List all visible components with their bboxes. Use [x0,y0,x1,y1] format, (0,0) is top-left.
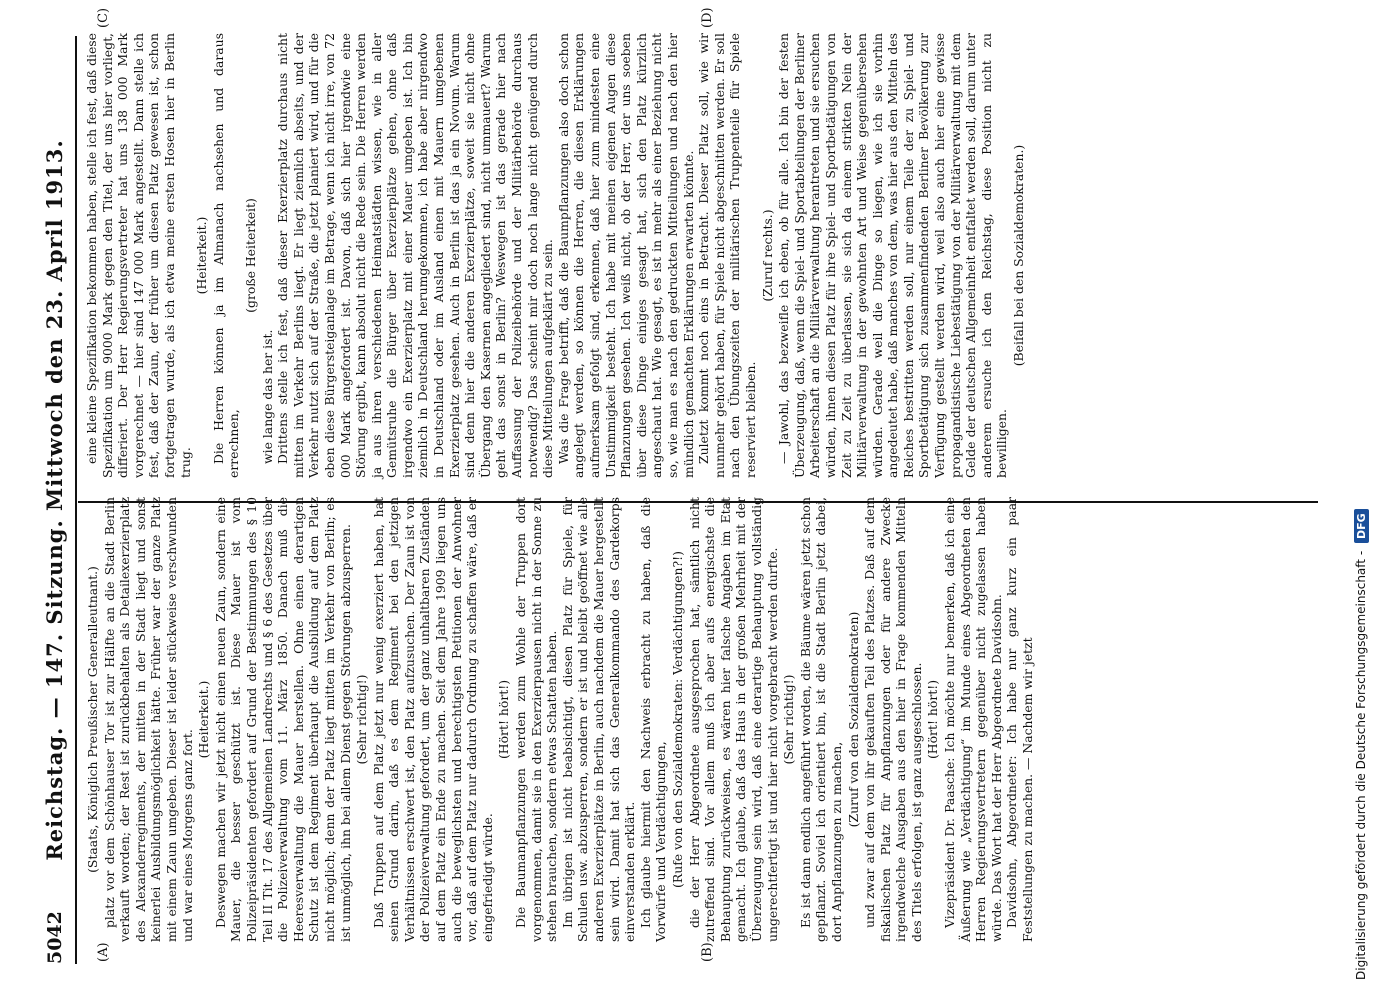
paragraph: Die Herren können ja im Almanach nachsehen und daraus errechnen, [210,33,242,478]
page-number: 5042 [44,911,66,964]
session-title: Reichstag. — 147. Sitzung. Mittwoch den 23. April 1913. [42,139,67,861]
interjection: (Sehr richtig!) [781,674,797,765]
paragraph: Daß Truppen auf dem Platz jetzt nur wenig exerziert haben, hat seinen Grund darin, daß es dem Regiment bei den jetzigen Verhältnissen erschwert ist, den Platz aufzusuchen. Der Zaun ist von der Polizeiverwaltung gefordert, um der ganz unhaltbaren Zuständen auf dem Platz ein Ende zu machen. Seit dem Jahre 1909 liegen uns auch die beweglichsten und berechtigsten Petitionen der Anwohner vor, daß auf dem Platz nur dadurch Ordnung zu schaffen wäre, daß er eingefriedigt würde. [370,497,495,942]
paragraph: Die Baumanpflanzungen werden zum Wohle der Truppen dort vorgenommen, damit sie in den Exerzierpausen nicht in der Sonne zu stehen brauchen, sondern etwas Schatten haben. [513,497,560,942]
dfg-logo[interactable]: DFG [1354,509,1369,543]
margin-marker-a: (A) [96,942,111,962]
page-header [38,36,72,964]
interjection: (Beifall bei den Sozialdemokraten.) [1011,144,1027,367]
paragraph: Im übrigen ist nicht beabsichtigt, diesen Platz für Spiele, für Schulen usw. abzusperren, sondern er ist und bleibt geöffnet wie alle anderen Exerzierplätze in Berlin, auch nachdem die Mauer hergestellt sein wird. Damit hat sich das Generalkommando des Gardekorps einverstanden erklärt. [559,497,638,942]
margin-marker-b: (B) [700,942,715,962]
interjection: (Heiterkeit.) [196,680,212,759]
paragraph: — Jawohl, das bezweifle ich eben, ob für alle. Ich bin der festen Überzeugung, daß, wenn die Spiel- und Sportabteilungen der Berliner Arbeiterschaft an die Militärverwaltung herantreten und sie ersuchen würden, ihnen diesen Platz für ihre Spiel- und Sportbetätigungen von Zeit zu Zeit zu überlassen, sie sich da einem strikten Nein der Militärverwaltung in der gewohnten Art und Weise gegenübersehen würden. Gerade weil die Dinge so liegen, wie ich sie vorhin angedeutet habe, daß manches von dem, was hier aus den Mitteln des Reiches bestritten werden soll, nur einem Teile der zu Spiel- und Sportbetätigung sich zusammenfindenden Berliner Bevölkerung zur Verfügung gestellt werden wird, weil also auch hier eine gewisse propagandistische Liebestätigung von der Militärverwaltung mit dem Gelde der deutschen Allgemeinheit entfaltet werden soll, darum unter anderem ersuche ich den Reichstag, diese Position nicht zu bewilligen. [776,33,1010,478]
paragraph: Drittens stelle ich fest, daß dieser Exerzierplatz durchaus nicht mitten im Verkehr Berlins liegt. Er liegt ziemlich abseits, und der Verkehr nutzt sich auf der Straße, die jetzt planiert wird, und für die eben diese Bürgersteiganlage im Betrage, wenn ich nicht irre, von 72 000 Mark angefordert ist. Davon, daß sich hier irgendwie eine Störung ergibt, kann absolut nicht die Rede sein. Die Herren werden ja aus ihren verschiedenen Heimatstädten wissen, wie in aller Gemütsruhe die Bürger über Exerzierplätze gehen, ohne daß irgendwo ein Exerzierplatz mit einer Mauer umgeben ist. Ich bin ziemlich in Deutschland herumgekommen, ich habe aber nirgendwo in Deutschland oder im Ausland einen mit Mauern umgebenen Exerzierplatz gesehen. Auch in Berlin ist das ja ein Novum. Warum sind denn hier die anderen Exerzierplätze, soweit sie nicht ohne Übergang den Kasernen angegliedert sind, nicht ummauert? Warum geht das sonst in Berlin? Weswegen ist das gerade hier nach Auffassung der Polizeibehörde und der Militärbehörde durchaus notwendig? Das scheint mir doch noch lange nicht genügend durch diese Mitteilungen aufgeklärt zu sein. [275,33,556,478]
interjection: (Zuruf rechts.) [759,209,775,302]
interjection: (Sehr richtig!) [354,674,370,765]
interjection: (Zuruf von den Sozialdemokraten) [845,611,861,828]
paragraph: Ich glaube hiermit den Nachweis erbracht zu haben, daß die Vorwürfe und Verdächtigungen, [637,497,669,942]
paragraph: Deswegen machen wir jetzt nicht einen neuen Zaun, sondern eine Mauer, die besser geschützt ist. Diese Mauer ist vom Polizeipräsidenten gefordert auf Grund der Bestimmungen des § 10 Teil II Tit. 17 des Allgemeinen Landrechts und § 6 des Gesetzes über die Polizeiverwaltung vom 11. März 1850. Danach muß die Heeresverwaltung die Mauer herstellen. Ohne einen derartigen Schutz ist dem Regiment überhaupt die Ausbildung auf dem Platz nicht möglich; denn der Platz liegt mitten im Verkehr von Berlin; es ist unmöglich, ihn bei allem Dienst gegen Störungen abzusperren. [212,497,353,942]
header-rule [75,36,77,964]
interjection: (Hört! hört!) [925,679,941,760]
interjection: (Heiterkeit.) [194,216,210,295]
credit-text: Digitalisierung gefördert durch die Deutsche Forschungsgemeinschaft - [1354,550,1368,980]
digitization-credit-strip [1346,0,1383,1000]
paragraph: Zuletzt kommt noch eins in Betracht. Dieser Platz soll, wie wir nunmehr gehört haben, für Spiele nicht abgeschnitten werden. Er soll nach den Übungszeiten der militärischen Truppenteile für Spiele reserviert bleiben. [696,33,758,478]
margin-marker-d: (D) [700,7,715,28]
paragraph: wie lange das her ist. [259,329,275,464]
paragraph: und zwar auf dem von ihr gekauften Teil des Platzes. Daß auf dem fiskalischen Platz für Anpflanzungen oder für andere Zwecke irgendwelche Ausgaben aus den hier in Frage kommenden Mitteln des Titels erfolgen, ist ganz ausgeschlossen. [862,497,924,942]
right-text-column [84,33,1028,478]
interjection: (Rufe von den Sozialdemokraten: Verdächtigungen?!) [669,551,685,888]
interjection: (Staats, Königlich Preußischer Generalleutnant.) [85,566,100,873]
paragraph: Davidsohn, Abgeordneter: Ich habe nur ganz kurz ein paar Feststellungen zu machen. — Nachdem wir jetzt [1004,497,1036,942]
paragraph: die der Herr Abgeordnete ausgesprochen hat, sämtlich nicht zutreffend sind. Vor allem muß ich aber aufs energischste die Behauptung zurückweisen, es wären hier falsche Angaben im Etat gemacht. Ich glaube, daß das Haus in der großen Mehrheit mit der Überzeugung sein wird, daß eine derartige Behauptung vollständig ungerechtfertigt ist und hier nicht vorgebracht werden durfte. [686,497,780,942]
credit-line [1354,20,1376,980]
paragraph: Es ist dann endlich angeführt worden, die Bäume wären jetzt schon gepflanzt. Soviel ich orientiert bin, ist die Stadt Berlin jetzt dabei, dort Anpflanzungen zu machen, [797,497,844,942]
paragraph: Was die Frage betrifft, daß die Baumpflanzungen also doch schon angelegt werden, so können die Herren, die diesen Erklärungen aufmerksam gefolgt sind, erkennen, daß hier zum mindesten eine Unstimmigkeit besteht. Ich habe mit meinen eigenen Augen diese Pflanzungen gesehen. Ich weiß nicht, ob der Herr, der uns soeben über diese Dinge einiges gesagt hat, sich den Platz kürzlich angeschaut hat. Wie gesagt, es ist in mehr als einer Beziehung nicht so, wie man es nach den gedruckten Mitteilungen und nach den hier mündlich gemachten Erklärungen erwarten könnte. [555,33,696,478]
interjection: (Hört! hört!) [496,679,512,760]
margin-marker-c: (C) [96,7,111,28]
paragraph: Vizepräsident Dr. Paasche: Ich möchte nur bemerken, daß ich eine Äußerung wie „Verdächtigung“ im Munde eines Abgeordneten den Herren Regierungsvertretern gegenüber nicht zugelassen haben würde. Das Wort hat der Herr Abgeordnete Davidsohn. [942,497,1004,942]
paragraph: eine kleine Spezifikation bekommen haben, stelle ich fest, daß diese Spezifikation um 9000 Mark gegen den Titel, der uns hier vorliegt, differiert. Der Herr Regierungsvertreter hat uns 138 000 Mark vorgerechnet — hier sind 147 000 Mark angestellt. Dann stelle ich fest, daß der Zaun, der früher um diesen Platz gewesen ist, schon fortgetragen wurde, als ich etwa meine ersten Hosen hier in Berlin trug. [84,33,193,478]
left-text-column [84,497,1036,942]
paragraph: platz vor dem Schönhauser Tor ist zur Hälfte an die Stadt Berlin verkauft worden; der Rest ist zurückbehalten als Detailexerzierplatz des Alexanderregiments, der mitten in der Stadt liegt und sonst keinerlei Ausbildungsmöglichkeit hätte. Früher war der ganze Platz mit einem Zaun umgeben. Dieser ist leider stückweise verschwunden und war eines Morgens ganz fort. [101,497,195,942]
interjection: (große Heiterkeit) [242,198,258,313]
